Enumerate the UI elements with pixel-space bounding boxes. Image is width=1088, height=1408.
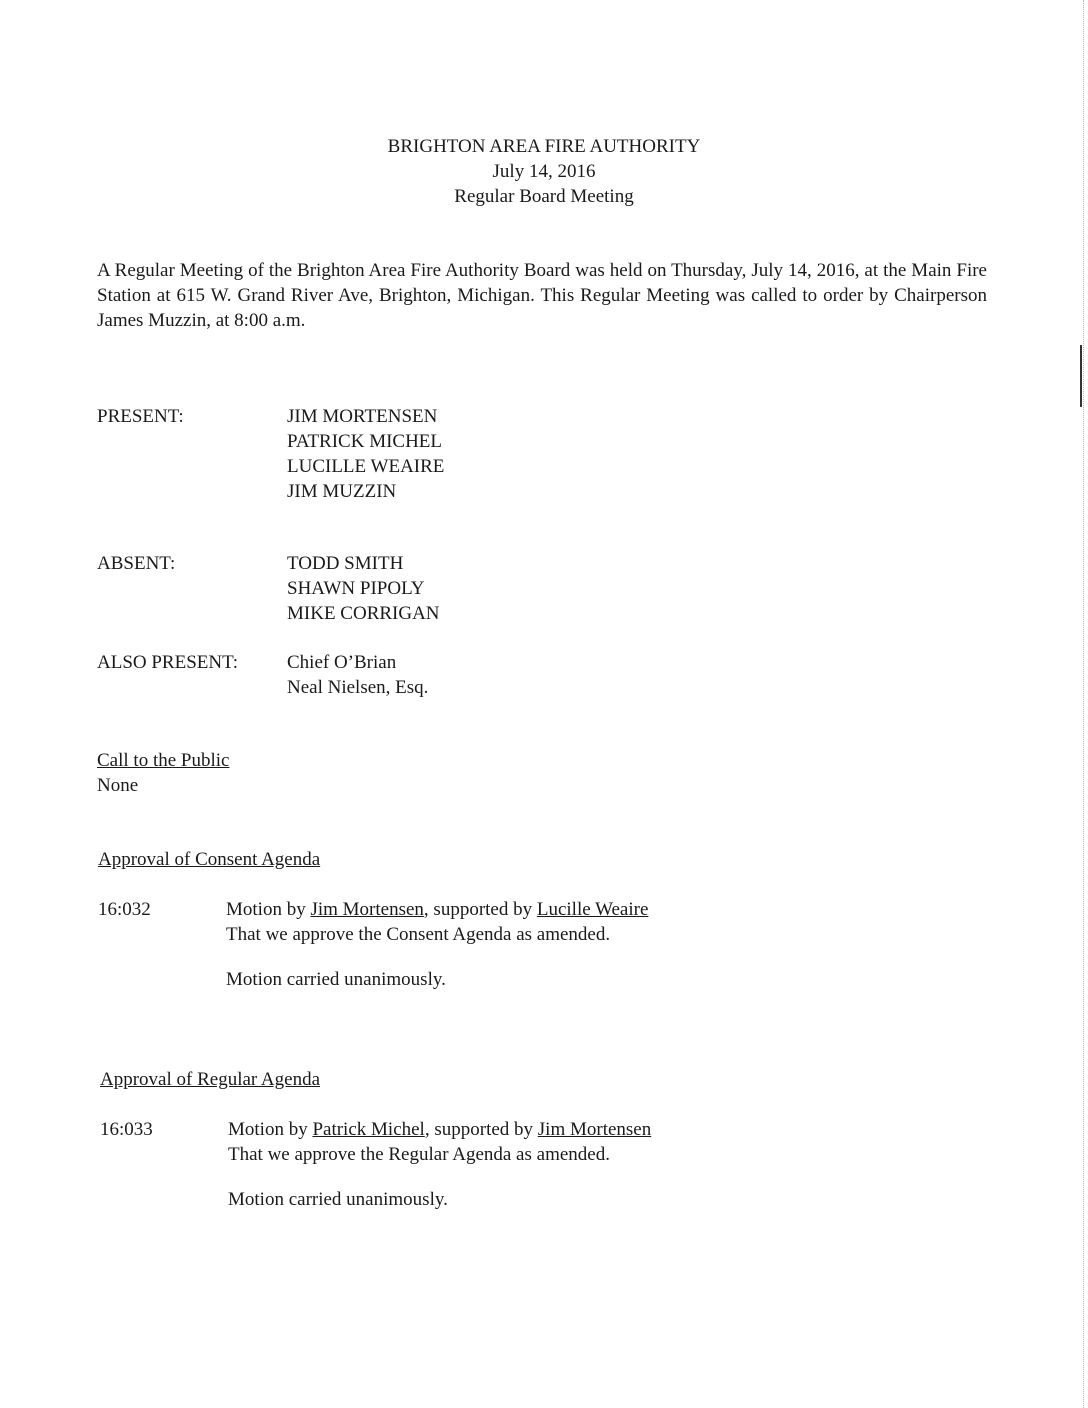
regular-agenda-heading: Approval of Regular Agenda xyxy=(100,1069,321,1090)
meeting-date: July 14, 2016 xyxy=(492,161,596,182)
motion-resolution: That we approve the Consent Agenda as amended. xyxy=(226,924,611,945)
present-list xyxy=(287,404,444,504)
present-member: PATRICK MICHEL xyxy=(287,431,443,452)
intro-paragraph: A Regular Meeting of the Brighton Area Fire Authority Board was held on Thursday, July 14, 2016, at the Main Fire Station at 615 W. Grand River Ave, Brighton, Michigan. This Regular Meeting was called to order by Chairperson James Muzzin, at 8:00 a.m. xyxy=(97,260,987,331)
organization-title: BRIGHTON AREA FIRE AUTHORITY xyxy=(387,136,701,157)
motion-block xyxy=(228,1117,651,1212)
present-member: JIM MORTENSEN xyxy=(287,406,438,427)
absent-member: MIKE CORRIGAN xyxy=(287,603,440,624)
also-present-label: ALSO PRESENT: xyxy=(97,652,239,673)
also-present-member: Neal Nielsen, Esq. xyxy=(287,677,429,698)
meeting-type: Regular Board Meeting xyxy=(454,186,634,207)
motion-number: 16:032 xyxy=(98,899,151,920)
motion-supported-text: , supported by xyxy=(424,1119,538,1140)
motion-prefix: Motion by xyxy=(226,899,311,920)
motion-supported-text: , supported by xyxy=(423,899,537,920)
scan-edge-mark xyxy=(1080,345,1082,407)
motion-result: Motion carried unanimously. xyxy=(228,1189,448,1210)
motion-result: Motion carried unanimously. xyxy=(226,969,446,990)
motion-line xyxy=(228,1117,651,1142)
present-label: PRESENT: xyxy=(97,406,184,427)
also-present-member: Chief O’Brian xyxy=(287,652,397,673)
motion-supporter: Jim Mortensen xyxy=(537,1119,652,1140)
present-member: JIM MUZZIN xyxy=(287,481,397,502)
motion-number: 16:033 xyxy=(100,1119,153,1140)
absent-member: SHAWN PIPOLY xyxy=(287,578,425,599)
present-member: LUCILLE WEAIRE xyxy=(287,456,445,477)
motion-line xyxy=(226,897,648,922)
absent-label: ABSENT: xyxy=(97,553,176,574)
document-header xyxy=(0,134,1088,209)
absent-member: TODD SMITH xyxy=(287,553,404,574)
motion-resolution: That we approve the Regular Agenda as amended. xyxy=(228,1144,610,1165)
call-to-public-heading: Call to the Public xyxy=(97,750,230,771)
absent-list xyxy=(287,551,440,626)
call-to-public-text: None xyxy=(97,775,139,796)
consent-agenda-heading: Approval of Consent Agenda xyxy=(98,849,321,870)
motion-supporter: Lucille Weaire xyxy=(536,899,649,920)
motion-mover: Patrick Michel xyxy=(312,1119,425,1140)
motion-mover: Jim Mortensen xyxy=(310,899,424,920)
also-present-list xyxy=(287,650,428,700)
scan-edge-line xyxy=(1083,0,1084,1408)
motion-block xyxy=(226,897,648,992)
motion-prefix: Motion by xyxy=(228,1119,313,1140)
